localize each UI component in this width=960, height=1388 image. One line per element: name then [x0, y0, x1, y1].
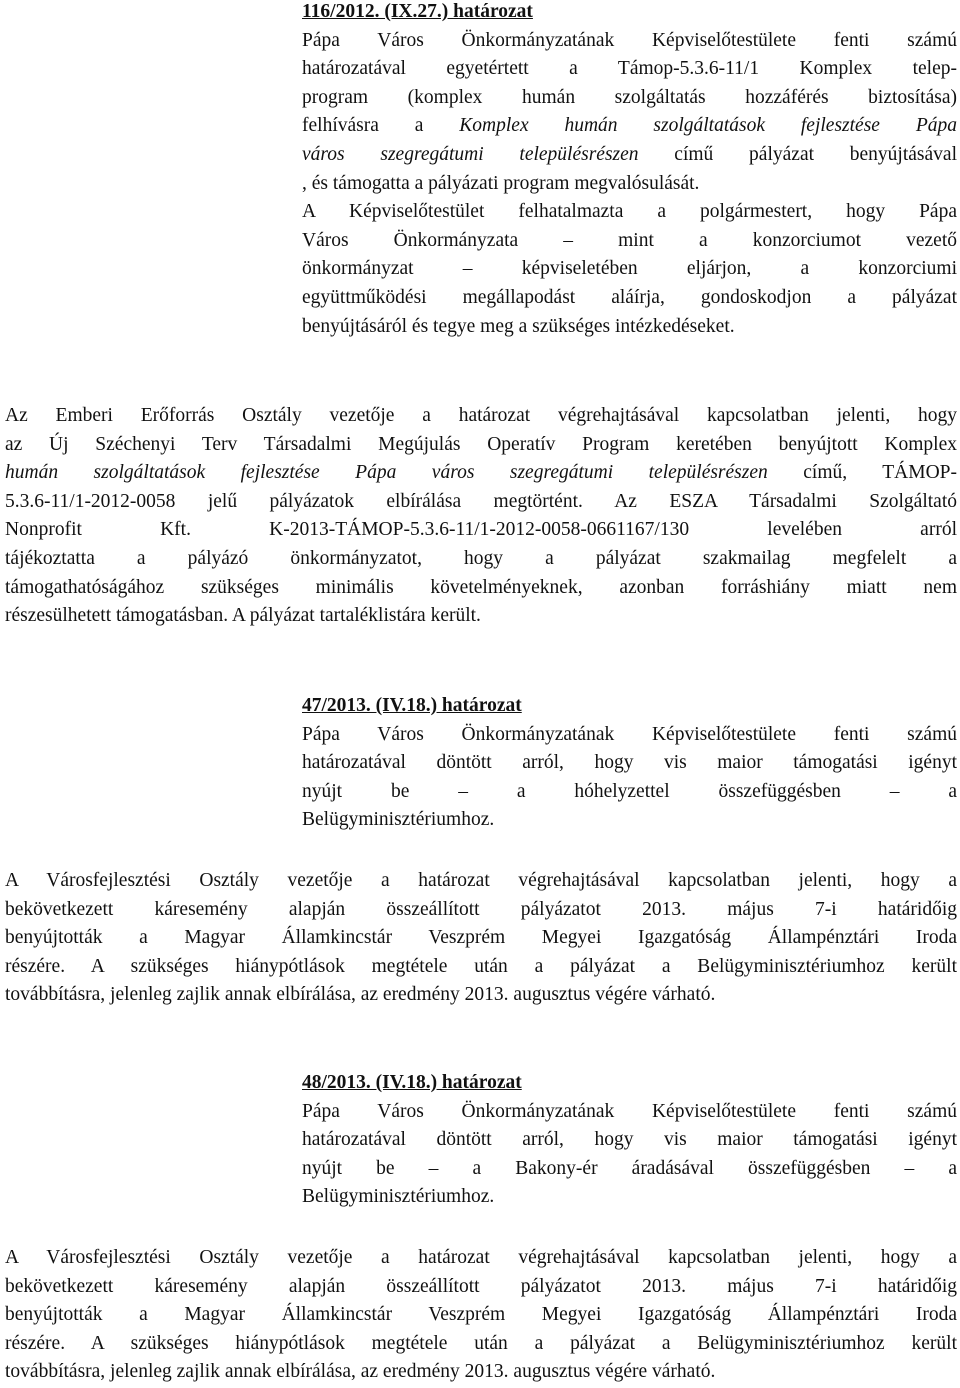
- report-116-line-5: Nonprofit Kft. K-2013-TÁMOP-5.3.6-11/1-2012-0058-0661167/130 levelében arról: [5, 519, 957, 541]
- resolution-48-block: [302, 1069, 957, 1212]
- authorization-line-1: A Képviselőtestület felhatalmazta a polgármestert, hogy Pápa: [302, 201, 957, 223]
- resolution-116-line-3: program (komplex humán szolgáltatás hozzáférés biztosítása): [302, 86, 957, 108]
- resolution-47-heading: 47/2013. (IV.18.) határozat: [302, 695, 522, 716]
- report-47-line-2: bekövetkezett káresemény alapján összeállított pályázatot 2013. május 7-i határidőig: [5, 898, 957, 920]
- report-48-block: [5, 1244, 957, 1387]
- resolution-116-line-4-italic: Komplex humán szolgáltatások fejlesztése Pápa: [459, 115, 957, 137]
- report-116-line-2: az Új Széchenyi Terv Társadalmi Megújulás Operatív Program keretében benyújtott Komplex: [5, 433, 957, 455]
- report-47-line-3: benyújtották a Magyar Államkincstár Veszprém Megyei Igazgatóság Állampénztári Iroda: [5, 927, 957, 949]
- resolution-47-line-2: határozatával döntött arról, hogy vis maior támogatási igényt: [302, 752, 957, 774]
- resolution-116-line-1: Pápa Város Önkormányzatának Képviselőtestülete fenti számú: [302, 29, 957, 51]
- resolution-116-line-5-italic: város szegregátumi településrészen: [302, 143, 639, 165]
- resolution-116-block: [302, 0, 957, 341]
- report-116-line-3: [5, 459, 957, 488]
- resolution-116-line-4-text: felhívásra a: [302, 115, 460, 137]
- authorization-line-5: benyújtásáról és tegye meg a szükséges intézkedéseket.: [302, 315, 735, 337]
- resolution-47-block: [302, 692, 957, 835]
- report-48-line-2: bekövetkezett káresemény alapján összeállított pályázatot 2013. május 7-i határidőig: [5, 1275, 957, 1297]
- report-116-line-1: Az Emberi Erőforrás Osztály vezetője a határozat végrehajtásával kapcsolatban jelenti, hogy: [5, 405, 957, 426]
- resolution-48-line-3: nyújt be – a Bakony-ér áradásával összefüggésben – a: [302, 1157, 957, 1179]
- resolution-116-line-4: [302, 112, 957, 141]
- report-48-line-4: részére. A szükséges hiánypótlások megtétele után a pályázat a Belügyminisztériumhoz került: [5, 1332, 957, 1354]
- resolution-116-heading: 116/2012. (IX.27.) határozat: [302, 1, 533, 22]
- report-47-line-1: A Városfejlesztési Osztály vezetője a határozat végrehajtásával kapcsolatban jelenti, hogy a: [5, 870, 957, 891]
- authorization-line-4: együttműködési megállapodást aláírja, gondoskodjon a pályázat: [302, 286, 957, 308]
- report-48-line-1: A Városfejlesztési Osztály vezetője a határozat végrehajtásával kapcsolatban jelenti, hogy a: [5, 1247, 957, 1268]
- report-116-line-7: támogathatóságához szükséges minimális követelményeknek, azonban forráshiány miatt nem: [5, 576, 957, 598]
- report-47-line-5: továbbításra, jelenleg zajlik annak elbírálása, az eredmény 2013. augusztus végére várható.: [5, 984, 716, 1006]
- resolution-48-heading: 48/2013. (IV.18.) határozat: [302, 1072, 522, 1093]
- resolution-116-line-5: [302, 141, 957, 170]
- resolution-47-line-3: nyújt be – a hóhelyzettel összefüggésben – a: [302, 780, 957, 802]
- authorization-line-3: önkormányzat – képviseletében eljárjon, a konzorciumi: [302, 258, 957, 280]
- report-116-block: [5, 402, 957, 631]
- report-116-line-6: tájékoztatta a pályázó önkormányzatot, hogy a pályázat szakmailag megfelelt a: [5, 547, 957, 569]
- report-116-line-3-text: című, TÁMOP-: [767, 462, 957, 484]
- report-116-line-8: részesülhetett támogatásban. A pályázat tartaléklistára került.: [5, 605, 481, 627]
- report-47-line-4: részére. A szükséges hiánypótlások megtétele után a pályázat a Belügyminisztériumhoz került: [5, 955, 957, 977]
- report-48-line-3: benyújtották a Magyar Államkincstár Veszprém Megyei Igazgatóság Állampénztári Iroda: [5, 1304, 957, 1326]
- resolution-48-line-1: Pápa Város Önkormányzatának Képviselőtestülete fenti számú: [302, 1100, 957, 1122]
- authorization-line-2: Város Önkormányzata – mint a konzorciumot vezető: [302, 229, 957, 251]
- resolution-116-line-5-text: című pályázat benyújtásával: [638, 143, 957, 165]
- resolution-48-line-4: Belügyminisztériumhoz.: [302, 1186, 495, 1208]
- resolution-47-line-4: Belügyminisztériumhoz.: [302, 809, 495, 831]
- resolution-48-line-2: határozatával döntött arról, hogy vis maior támogatási igényt: [302, 1129, 957, 1151]
- resolution-116-line-6: , és támogatta a pályázati program megvalósulását.: [302, 172, 700, 194]
- resolution-47-line-1: Pápa Város Önkormányzatának Képviselőtestülete fenti számú: [302, 723, 957, 745]
- report-48-line-5: továbbításra, jelenleg zajlik annak elbírálása, az eredmény 2013. augusztus végére várható.: [5, 1361, 716, 1383]
- report-116-line-4: 5.3.6-11/1-2012-0058 jelű pályázatok elbírálása megtörtént. Az ESZA Társadalmi Szolgáltató: [5, 490, 957, 512]
- report-116-line-3-italic: humán szolgáltatások fejlesztése Pápa város szegregátumi településrészen: [5, 462, 768, 484]
- report-47-block: [5, 867, 957, 1010]
- resolution-116-line-2: határozatával egyetértett a Támop-5.3.6-11/1 Komplex telep-: [302, 58, 957, 80]
